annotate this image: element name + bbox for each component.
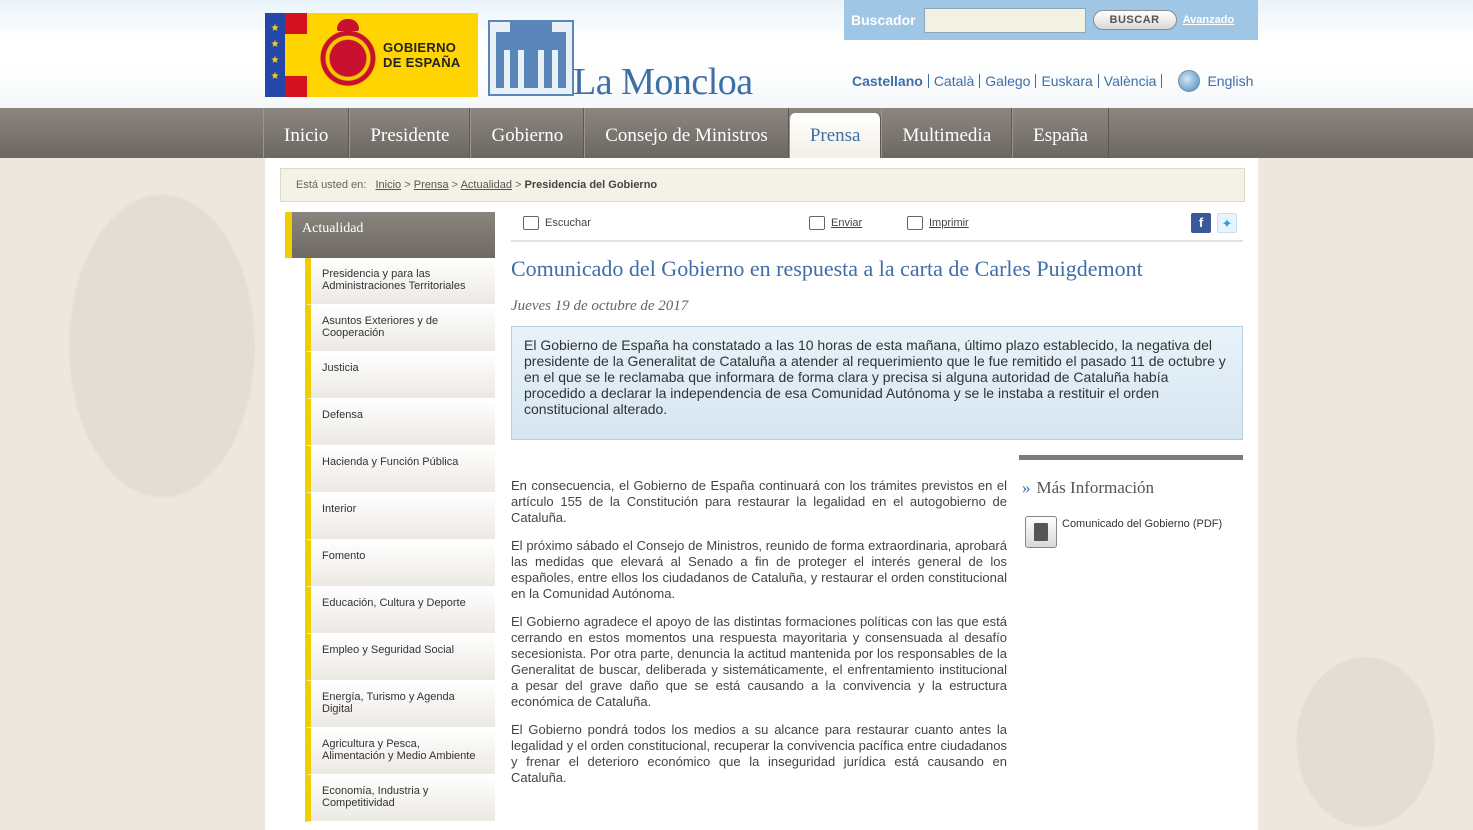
article-lead: El Gobierno de España ha constatado a las 10 horas de esta mañana, último plazo establecido, la negativa del presidente de la Generalitat de Cataluña a atender al requerimiento que le fue remitido el pasado 11 de octubre y en el que se le reclamaba que informara de forma clara y precisa si alguna autoridad de Cataluña había procedido a declarar la independencia de esa Comunidad Autónoma y se le instaba a restituir el orden constitucional alterado. [511, 326, 1243, 440]
send-button[interactable]: Enviar [809, 216, 862, 230]
sidebar-item-justicia[interactable]: Justicia [305, 352, 495, 399]
sidebar-item-exteriores[interactable]: Asuntos Exteriores y de Cooperación [305, 305, 495, 352]
more-info-title: » Más Información [1022, 478, 1155, 497]
breadcrumb-current: Presidencia del Gobierno [524, 179, 658, 191]
article-body [511, 478, 1007, 798]
facebook-icon[interactable]: f [1191, 213, 1211, 233]
envelope-icon [809, 216, 825, 230]
sidebar-item-educacion[interactable]: Educación, Cultura y Deporte [305, 587, 495, 634]
article-date: Jueves 19 de octubre de 2017 [511, 298, 689, 314]
breadcrumb-link-prensa[interactable]: Prensa [413, 179, 449, 191]
nav-multimedia[interactable]: Multimedia [881, 108, 1012, 158]
breadcrumb-link-inicio[interactable]: Inicio [375, 179, 402, 191]
palace-icon [496, 32, 566, 88]
site-name[interactable]: La Moncloa [573, 61, 753, 103]
article-paragraph: El próximo sábado el Consejo de Ministros, reunido de forma extraordinaria, aprobará las medidas que elevará al Senado a fin de proteger el interés general de los españoles, entre ellos los ciudadanos de Cataluña, y restaurar el orden constitucional en la Comunidad Autónoma. [511, 538, 1007, 601]
document-icon [1025, 516, 1057, 548]
search-bar [844, 0, 1258, 40]
sidebar-item-economia[interactable]: Economía, Industria y Competitividad [305, 775, 495, 822]
nav-inicio[interactable]: Inicio [263, 108, 349, 158]
article-paragraph: El Gobierno agradece el apoyo de las distintas formaciones políticas con las que está cerrando en estos momentos una respuesta mayoritaria y consensuada al desafío secesionista. Por otra parte, denuncia la actitud mantenida por los responsables de la Generalitat de buscar, deliberada y sistemáticamente, el enfrentamiento institucional a pesar del grave daño que se está causando a la convivencia y la estructura económica de Cataluña. [511, 614, 1007, 709]
search-label: Buscador [851, 12, 916, 28]
globe-icon[interactable] [1178, 70, 1200, 92]
search-input[interactable] [924, 8, 1086, 33]
sidebar-item-defensa[interactable]: Defensa [305, 399, 495, 446]
gobierno-logo-text: GOBIERNO DE ESPAÑA [383, 40, 461, 70]
lang-english[interactable]: English [1207, 73, 1254, 89]
printer-icon [907, 216, 923, 230]
flag-icon: ★ ★ ★ ★ [265, 13, 307, 97]
article-toolbar [511, 212, 1243, 242]
breadcrumb-prefix: Está usted en: [296, 179, 367, 191]
nav-espana[interactable]: España [1012, 108, 1109, 158]
chevron-right-icon: » [1022, 478, 1031, 497]
lang-valencia[interactable]: València [1098, 74, 1163, 88]
print-button[interactable]: Imprimir [907, 216, 969, 230]
more-info-box [1019, 455, 1243, 548]
background-crest-right [1258, 610, 1473, 830]
article-paragraph: El Gobierno pondrá todos los medios a su alcance para restaurar cuanto antes la legalidad y el orden constitucional, recuperar la convivencia pacífica entre ciudadanos y frenar el deterioro económico que la inseguridad jurídica está causando en Cataluña. [511, 722, 1007, 785]
speaker-icon [523, 216, 539, 230]
sidebar-item-interior[interactable]: Interior [305, 493, 495, 540]
lang-castellano[interactable]: Castellano [852, 73, 923, 89]
sidebar-item-agricultura[interactable]: Agricultura y Pesca, Alimentación y Medio Ambiente [305, 728, 495, 775]
sidebar-item-presidencia[interactable]: Presidencia y para las Administraciones Territoriales [305, 258, 495, 305]
nav-presidente[interactable]: Presidente [349, 108, 470, 158]
twitter-icon[interactable]: ✦ [1217, 213, 1237, 233]
lang-euskara[interactable]: Euskara [1035, 74, 1097, 88]
advanced-search-link[interactable]: Avanzado [1182, 14, 1235, 26]
gobierno-logo[interactable] [265, 13, 478, 97]
listen-button[interactable]: Escuchar [523, 216, 591, 230]
breadcrumb: Está usted en: Inicio > Prensa > Actualidad > Presidencia del Gobierno [280, 168, 1245, 202]
sidebar-item-energia[interactable]: Energía, Turismo y Agenda Digital [305, 681, 495, 728]
sidebar-item-fomento[interactable]: Fomento [305, 540, 495, 587]
pdf-document-link[interactable] [1025, 516, 1243, 548]
coat-of-arms-icon [319, 23, 377, 87]
nav-gobierno[interactable]: Gobierno [470, 108, 584, 158]
lang-galego[interactable]: Galego [979, 74, 1035, 88]
nav-consejo-de-ministros[interactable]: Consejo de Ministros [584, 108, 789, 158]
main-nav [0, 108, 1473, 158]
pdf-document-label: Comunicado del Gobierno (PDF) [1062, 518, 1223, 530]
lang-catala[interactable]: Català [928, 74, 979, 88]
language-selector [852, 70, 1253, 92]
nav-prensa[interactable]: Prensa [789, 113, 882, 158]
sidebar-item-hacienda[interactable]: Hacienda y Función Pública [305, 446, 495, 493]
sidebar-item-empleo[interactable]: Empleo y Seguridad Social [305, 634, 495, 681]
page-content [265, 158, 1258, 830]
sidebar-heading[interactable]: Actualidad [285, 212, 495, 258]
breadcrumb-link-actualidad[interactable]: Actualidad [460, 179, 512, 191]
sidebar [285, 212, 495, 822]
article-paragraph: En consecuencia, el Gobierno de España continuará con los trámites previstos en el artículo 155 de la Constitución para restaurar la legalidad en el autogobierno de Cataluña. [511, 478, 1007, 525]
search-button[interactable]: BUSCAR [1093, 10, 1177, 30]
article-title: Comunicado del Gobierno en respuesta a la carta de Carles Puigdemont [511, 256, 1143, 281]
background-crest-left [0, 170, 270, 610]
moncloa-palace-logo[interactable] [488, 20, 574, 96]
